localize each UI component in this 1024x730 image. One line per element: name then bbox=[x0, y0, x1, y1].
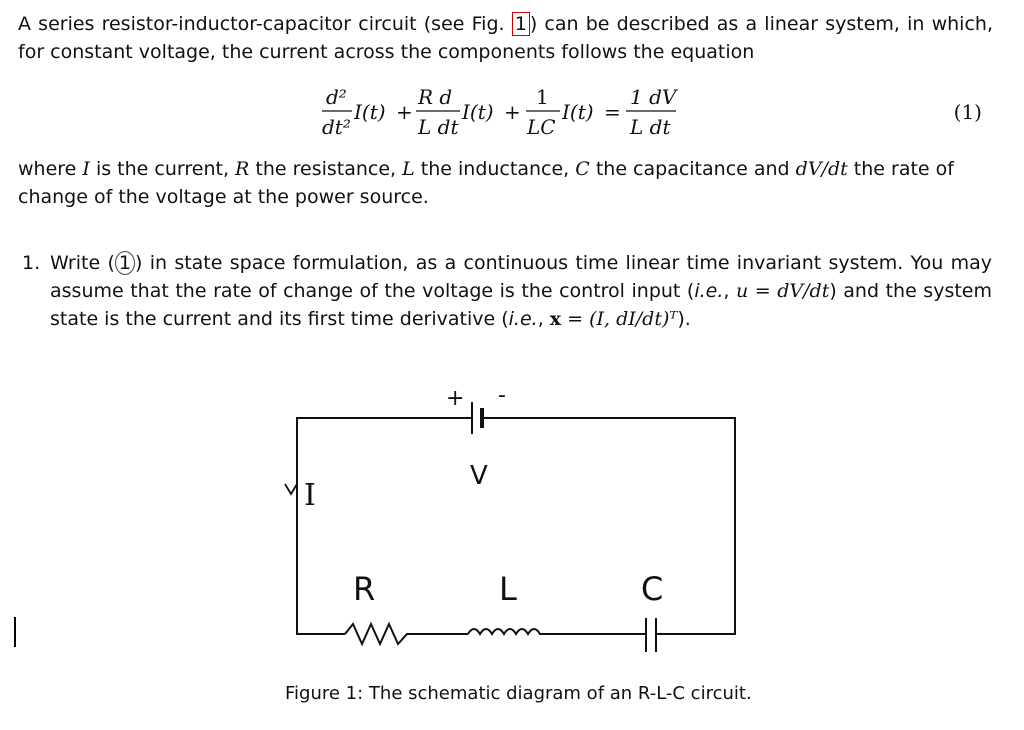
question-text: , bbox=[723, 280, 736, 302]
eq-It-2: I(t) bbox=[462, 100, 494, 124]
symbol-C: C bbox=[575, 158, 590, 180]
eq-plus-2: + bbox=[504, 100, 521, 124]
eq-plus-1: + bbox=[396, 100, 413, 124]
eq-It-3: I(t) bbox=[562, 100, 594, 124]
resistor-label: R bbox=[353, 570, 376, 608]
voltage-label: V bbox=[470, 461, 488, 491]
eq-Rd: R d bbox=[418, 85, 453, 109]
symbol-L: L bbox=[402, 158, 415, 180]
equation-ref-link[interactable]: 1 bbox=[115, 251, 135, 275]
symbol-dVdt: dV/dt bbox=[795, 158, 848, 180]
resistor-symbol bbox=[345, 624, 468, 644]
eq-1dV: 1 dV bbox=[630, 85, 677, 109]
battery-plus-label: + bbox=[446, 386, 465, 411]
question-text: Write bbox=[50, 252, 108, 274]
where-text: the capacitance and bbox=[589, 158, 796, 180]
capacitor-label: C bbox=[641, 570, 664, 608]
eq-equals: = bbox=[604, 100, 621, 124]
current-arrow-icon bbox=[285, 484, 297, 494]
ie-text: i.e. bbox=[508, 308, 538, 330]
text-cursor bbox=[14, 617, 16, 647]
where-text: the rate of change of the voltage at the power source. bbox=[18, 158, 954, 208]
question-text: ) and the system state is the current and its first time derivative ( bbox=[50, 280, 992, 330]
current-label: I bbox=[304, 478, 316, 513]
where-text: is the current, bbox=[89, 158, 236, 180]
eq-Ldt-2: L dt bbox=[630, 115, 671, 139]
equation-number: (1) bbox=[953, 100, 982, 124]
battery-minus-label: - bbox=[498, 383, 506, 408]
inductor-label: L bbox=[499, 570, 517, 608]
where-text: the inductance, bbox=[414, 158, 576, 180]
intro-text: A series resistor-inductor-capacitor circuit (see Fig. bbox=[18, 13, 512, 35]
state-vector-symbol: x bbox=[549, 308, 562, 330]
symbol-R: R bbox=[235, 158, 250, 180]
wire-right bbox=[494, 418, 735, 634]
question-paragraph: Write ( 1 ) in state space formulation, as a continuous time linear time invariant system. You may assume that the rate of change of the voltage is the control input (i.e., u = dV/dt) and the system state is the current and its first time derivative (i.e., x = (I, dI/dt)ᵀ). bbox=[50, 252, 992, 330]
question-number: 1. bbox=[22, 252, 41, 274]
figure-ref-link[interactable]: 1 bbox=[512, 12, 530, 36]
symbol-I: I bbox=[82, 158, 90, 180]
where-text: where bbox=[18, 158, 83, 180]
figure-caption: Figure 1: The schematic diagram of an R-L-C circuit. bbox=[285, 683, 752, 704]
question-text: in state space formulation, as a continuous time linear time invariant system. You may assume that the rate of change of the voltage is the control input ( bbox=[50, 252, 992, 302]
question-text: ). bbox=[677, 308, 691, 330]
inductor-symbol bbox=[468, 629, 646, 634]
eq-one: 1 bbox=[536, 85, 549, 109]
intro-text-cont: ) can be described as a linear system, in which, for constant voltage, the current across the components follows the equation bbox=[18, 13, 993, 63]
eq-Ldt: L dt bbox=[418, 115, 459, 139]
eq-dt2: dt² bbox=[322, 115, 351, 139]
ie-text: i.e. bbox=[694, 280, 724, 302]
eq-It-1: I(t) bbox=[354, 100, 386, 124]
eq-d2: d² bbox=[326, 85, 347, 109]
eq-LC: LC bbox=[527, 115, 556, 139]
state-expr: = (I, dI/dt)ᵀ bbox=[561, 308, 678, 330]
question-text: , bbox=[537, 308, 550, 330]
wire-left bbox=[297, 418, 472, 634]
where-text: the resistance, bbox=[249, 158, 403, 180]
control-input-expr: u = dV/dt bbox=[736, 280, 830, 302]
